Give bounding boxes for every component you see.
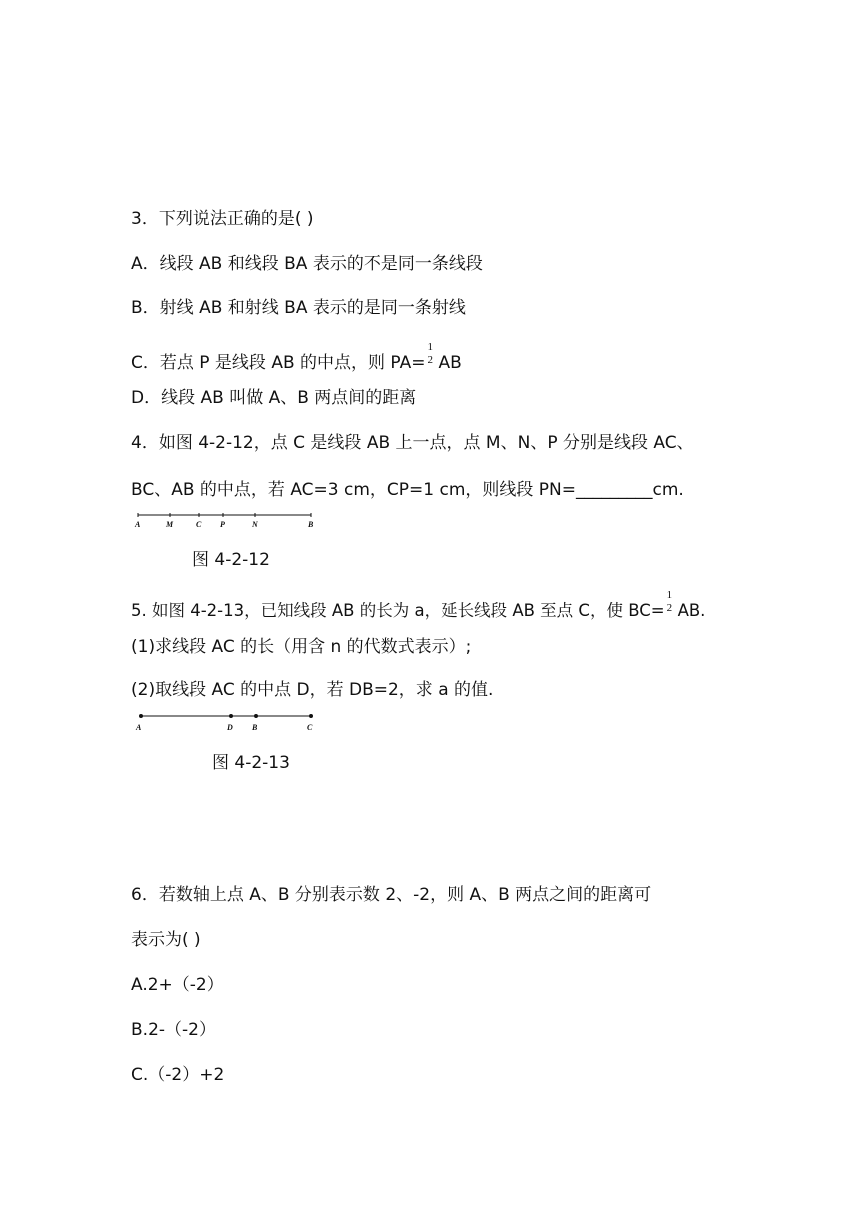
q6-line-2: 表示为( ) bbox=[131, 930, 201, 950]
point-label-p: P bbox=[220, 520, 225, 529]
q4-line-2: BC、AB 的中点，若 AC=3 cm，CP=1 cm，则线段 PN=_________cm. bbox=[131, 480, 684, 500]
point-c bbox=[309, 714, 313, 718]
q3-stem: 3．下列说法正确的是( ) bbox=[131, 209, 314, 229]
point-label-n: N bbox=[252, 520, 258, 529]
point-label-d: D bbox=[227, 723, 233, 732]
q6-option-a: A.2+（-2） bbox=[131, 975, 224, 995]
point-label-b: B bbox=[308, 520, 314, 529]
point-label-c: C bbox=[196, 520, 202, 529]
point-a bbox=[139, 714, 143, 718]
segment-diagram-4-2-13 bbox=[133, 711, 323, 733]
fraction-one-half bbox=[426, 341, 436, 374]
q3-option-c-suffix: AB bbox=[438, 353, 462, 373]
point-label-b: B bbox=[252, 723, 258, 732]
figure-4-2-12 bbox=[133, 510, 323, 537]
q3-option-b: B．射线 AB 和射线 BA 表示的是同一条射线 bbox=[131, 298, 466, 318]
q5-line-1-text: 5. 如图 4-2-13，已知线段 AB 的长为 a，延长线段 AB 至点 C，使 BC= bbox=[131, 601, 665, 620]
q5-part-2: (2)取线段 AC 的中点 D，若 DB=2，求 a 的值. bbox=[131, 680, 494, 700]
q5-line-1 bbox=[131, 589, 706, 622]
q3-option-c-text: C．若点 P 是线段 AB 的中点，则 PA= bbox=[131, 353, 426, 373]
point-d bbox=[229, 714, 233, 718]
figure-caption-4-2-12: 图 4-2-12 bbox=[192, 550, 270, 570]
q6-option-c: C.（-2）+2 bbox=[131, 1065, 225, 1085]
point-label-a: A bbox=[135, 520, 141, 529]
point-label-c: C bbox=[307, 723, 313, 732]
point-label-m: M bbox=[166, 520, 174, 529]
q6-line-1: 6．若数轴上点 A、B 分别表示数 2、-2，则 A、B 两点之间的距离可 bbox=[131, 885, 652, 905]
q3-option-d: D．线段 AB 叫做 A、B 两点间的距离 bbox=[131, 388, 417, 408]
figure-caption-4-2-13: 图 4-2-13 bbox=[212, 753, 290, 773]
point-label-a: A bbox=[136, 723, 142, 732]
segment-diagram-4-2-12 bbox=[133, 510, 323, 532]
q6-option-b: B.2-（-2） bbox=[131, 1020, 216, 1040]
q5-part-1: (1)求线段 AC 的长（用含 n 的代数式表示）; bbox=[131, 637, 472, 657]
fraction-denominator: 2 bbox=[427, 354, 433, 366]
q5-line-1-suffix: AB. bbox=[677, 601, 706, 620]
figure-4-2-13 bbox=[133, 711, 323, 738]
fraction-one-half bbox=[666, 589, 676, 622]
q3-option-c bbox=[131, 341, 462, 374]
fraction-numerator: 1 bbox=[427, 341, 433, 353]
point-b bbox=[254, 714, 258, 718]
q4-line-1: 4．如图 4-2-12，点 C 是线段 AB 上一点，点 M、N、P 分别是线段 AC、 bbox=[131, 433, 694, 453]
fraction-denominator: 2 bbox=[666, 602, 673, 614]
q3-option-a: A．线段 AB 和线段 BA 表示的不是同一条线段 bbox=[131, 254, 483, 274]
fraction-numerator: 1 bbox=[666, 589, 673, 601]
